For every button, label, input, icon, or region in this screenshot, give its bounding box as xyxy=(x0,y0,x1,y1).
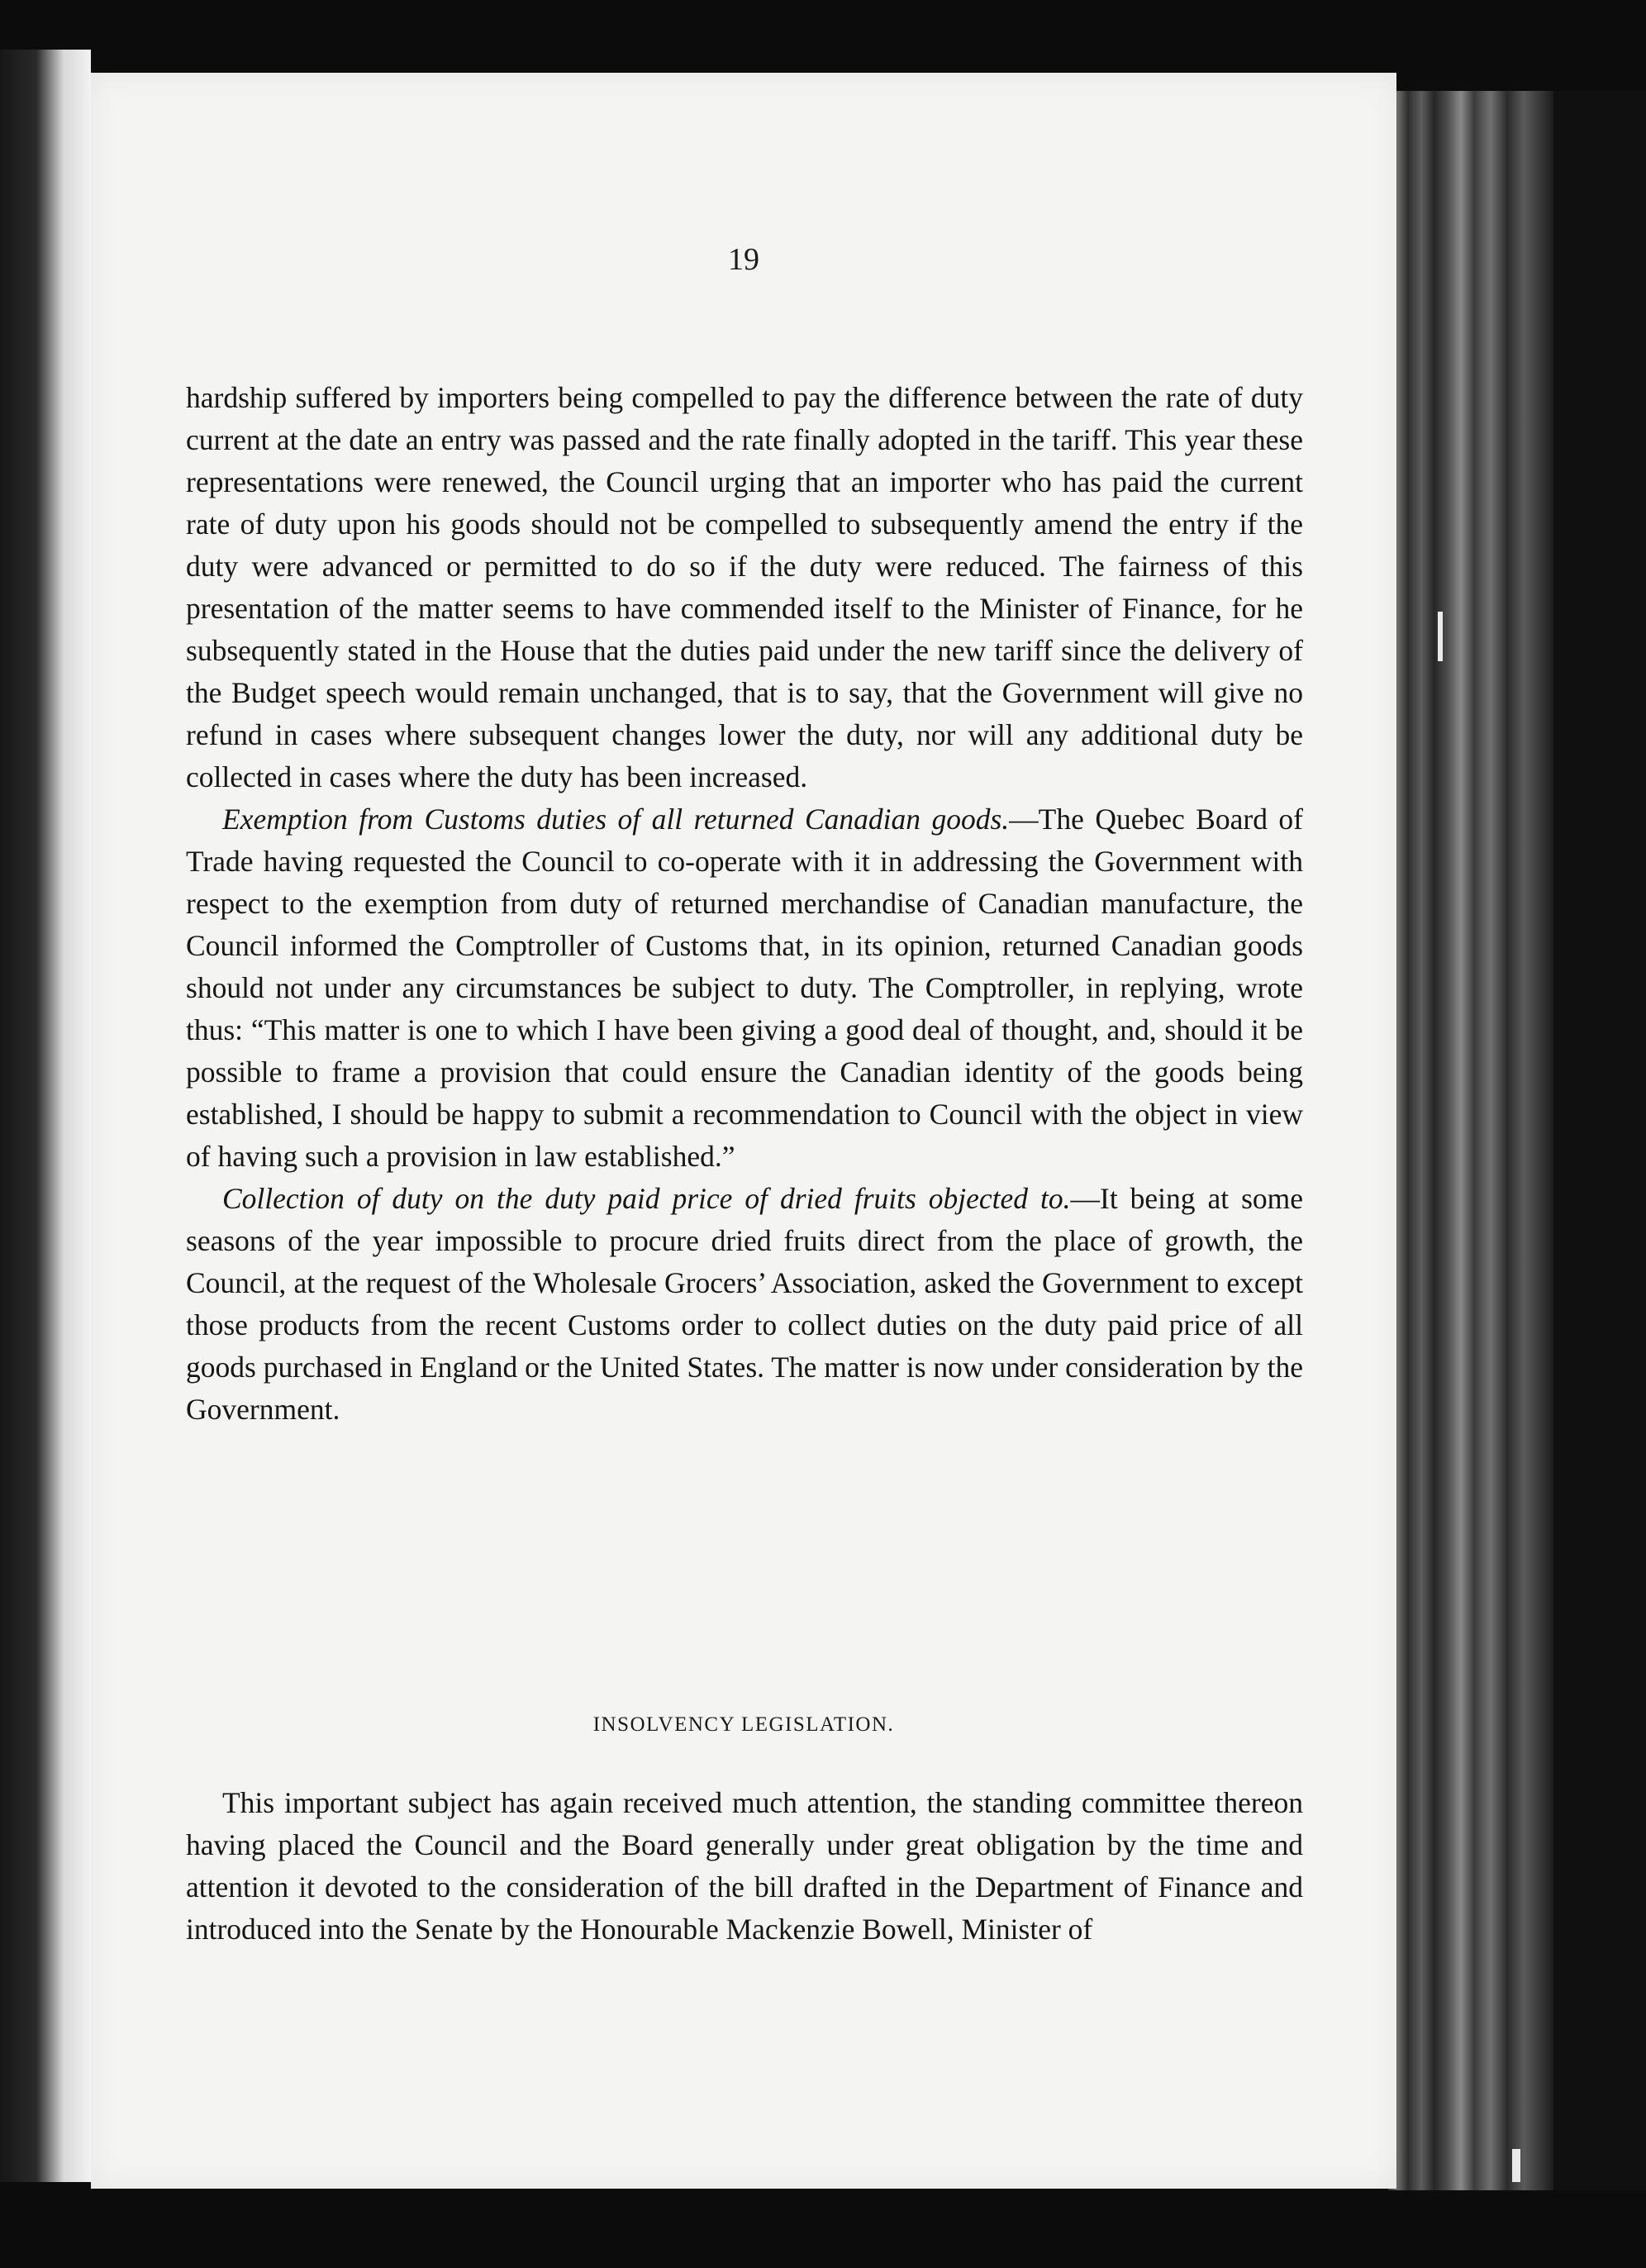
section-heading-insolvency: INSOLVENCY LEGISLATION. xyxy=(592,1713,895,1736)
paragraph-dried-fruits-heading: Collection of duty on the duty paid price of dried fruits objected to. xyxy=(222,1182,1071,1215)
text-column-insolvency xyxy=(186,1782,1303,1951)
right-book-cover xyxy=(1553,91,1646,2190)
book-page xyxy=(91,73,1396,2189)
right-page-edges xyxy=(1388,91,1553,2190)
text-column xyxy=(186,377,1303,1431)
page-number: 19 xyxy=(728,242,759,277)
page-edge-mark xyxy=(1438,612,1443,661)
left-book-spine xyxy=(0,50,91,2182)
paragraph-insolvency: This important subject has again received much attention, the standing committee thereon having placed the Council and the Board generally under great obligation by the time and attention it devoted to the consideration of the bill drafted in the Department of Finance and introduced into the Senate by the Honourable Mackenzie Bowell, Minister of xyxy=(186,1786,1303,1946)
paragraph-dried-fruits-body: —It being at some seasons of the year impossible to procure dried fruits direct from the place of growth, the Council, at the request of the Wholesale Grocers’ Association, asked the Government to except those products from the recent Customs order to collect duties on the duty paid price of all goods purchased in England or the United States. The matter is now under consideration by the Government. xyxy=(186,1182,1304,1426)
page-edge-mark xyxy=(1512,2149,1520,2182)
paragraph-exemption-heading: Exemption from Customs duties of all returned Canadian goods. xyxy=(222,803,1010,836)
paragraph-dried-fruits xyxy=(186,1178,1303,1431)
paragraph-hardship: hardship suffered by importers being compelled to pay the difference between the rate of duty current at the date an entry was passed and the rate finally adopted in the tariff. This year these representations were renewed, the Council urging that an importer who has paid the current rate of duty upon his goods should not be compelled to subsequently amend the entry if the duty were advanced or permitted to do so if the duty were reduced. The fairness of this presentation of the matter seems to have commended itself to the Minister of Finance, for he subsequently stated in the House that the duties paid under the new tariff since the delivery of the Budget speech would remain unchanged, that is to say, that the Government will give no refund in cases where subsequent changes lower the duty, nor will any additional duty be collected in cases where the duty has been increased. xyxy=(186,381,1303,793)
paragraph-exemption xyxy=(186,798,1303,1178)
paragraph-exemption-body: —The Quebec Board of Trade having requested the Council to co-operate with it in addressing the Government with respect to the exemption from duty of returned merchandise of Canadian manufacture, the Council informed the Comptroller of Customs that, in its opinion, returned Canadian goods should not under any circumstances be subject to duty. The Comptroller, in replying, wrote thus: “This matter is one to which I have been giving a good deal of thought, and, should it be possible to frame a provision that could ensure the Canadian identity of the goods being established, I should be happy to submit a recommendation to Council with the object in view of having such a provision in law established.” xyxy=(186,803,1303,1173)
